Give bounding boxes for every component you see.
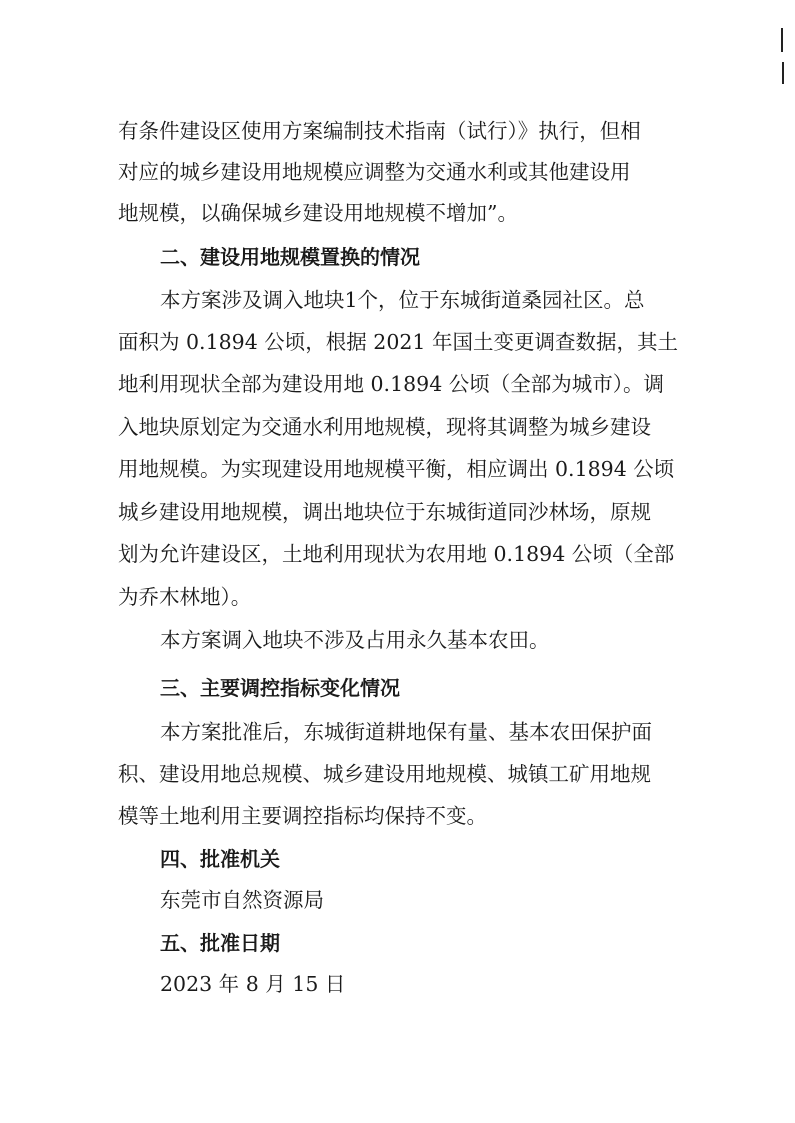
paragraph-line: 有条件建设区使用方案编制技术指南（试行）》执行，但相 [118,119,641,143]
paragraph-line: 本方案调入地块不涉及占用永久基本农田。 [160,628,550,652]
paragraph-line: 面积为 0.1894 公顷，根据 2021 年国土变更调查数据，其土 [118,330,678,354]
section-heading-4: 四、批准机关 [160,847,280,871]
paragraph-line: 模等土地利用主要调控指标均保持不变。 [118,804,487,828]
approval-date: 2023 年 8 月 15 日 [160,972,346,996]
paragraph-line: 对应的城乡建设用地规模应调整为交通水利或其他建设用 [118,160,631,184]
section-heading-5: 五、批准日期 [160,931,280,955]
section-heading-3: 三、主要调控指标变化情况 [160,676,400,700]
section-heading-2: 二、建设用地规模置换的情况 [160,245,420,269]
paragraph-line: 为乔木林地）。 [118,585,252,609]
paragraph-line: 入地块原划定为交通水利用地规模，现将其调整为城乡建设 [118,415,651,439]
paragraph-line: 地规模，以确保城乡建设用地规模不增加”。 [118,201,518,225]
paragraph-line: 积、建设用地总规模、城乡建设用地规模、城镇工矿用地规 [118,762,651,786]
paragraph-line: 地利用现状全部为建设用地 0.1894 公顷（全部为城市）。调 [118,372,665,396]
approval-authority: 东莞市自然资源局 [160,888,324,912]
paragraph-line: 用地规模。为实现建设用地规模平衡，相应调出 0.1894 公顷 [118,457,675,481]
paragraph-line: 本方案批准后，东城街道耕地保有量、基本农田保护面 [160,720,652,744]
scan-edge-mark [781,28,783,52]
paragraph-line: 划为允许建设区，土地利用现状为农用地 0.1894 公顷（全部 [118,542,675,566]
paragraph-line: 城乡建设用地规模，调出地块位于东城街道同沙林场，原规 [118,500,651,524]
scan-edge-mark [782,62,784,84]
paragraph-line: 本方案涉及调入地块1个，位于东城街道桑园社区。总 [160,288,645,312]
